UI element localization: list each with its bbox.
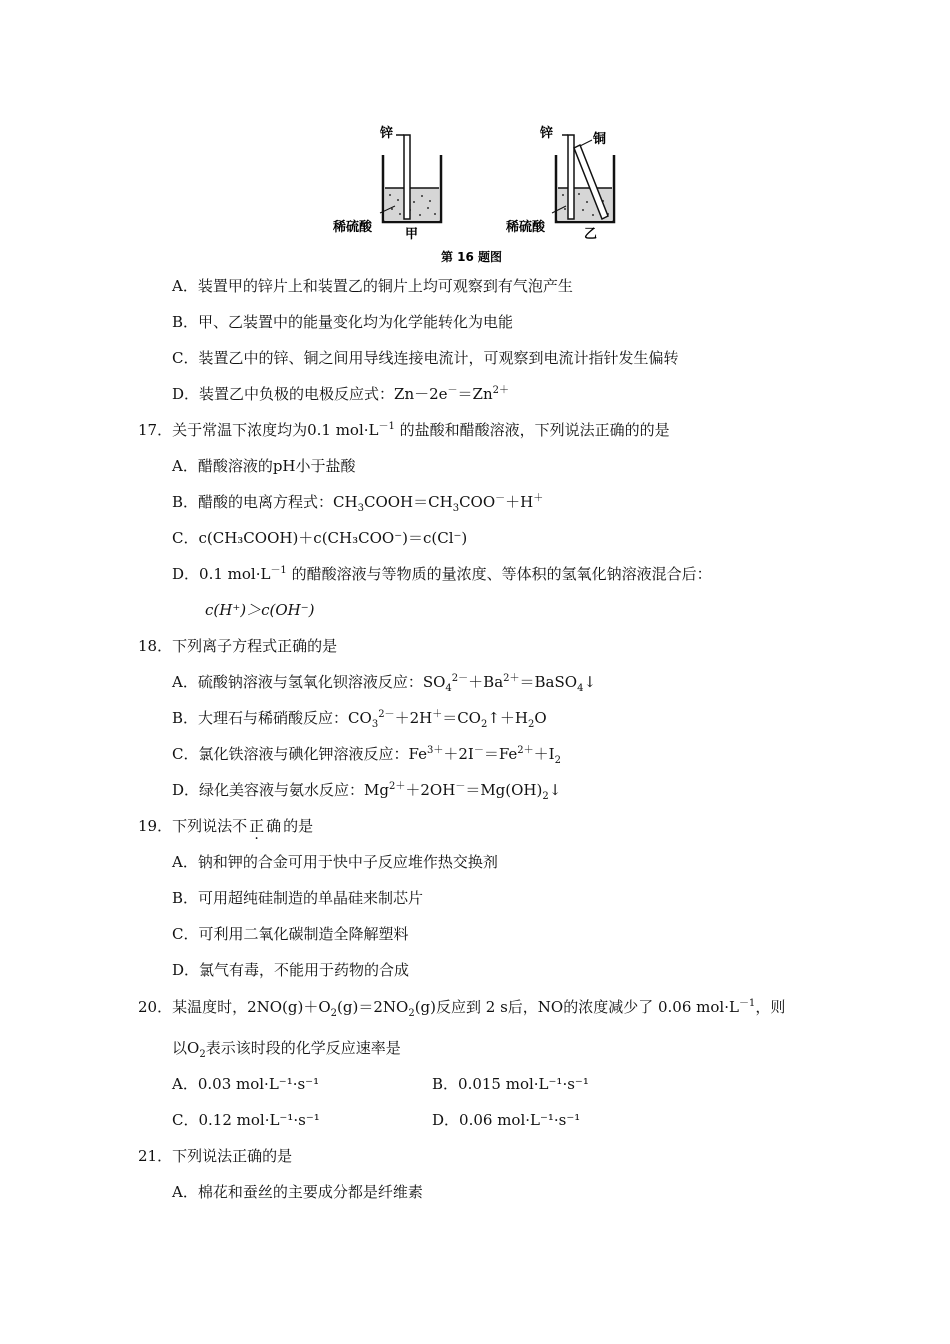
sup: ＋ — [533, 493, 544, 504]
q19-stem — [138, 816, 313, 836]
sub: 2 — [554, 755, 561, 766]
sub: 2 — [330, 1008, 338, 1019]
q19-option-d: D．氯气有毒，不能用于药物的合成 — [172, 961, 410, 979]
sup: 2＋ — [492, 385, 510, 396]
q17-b-b: COOH＝CH — [363, 493, 453, 511]
label-zinc-b: 锌 — [540, 126, 554, 141]
q18-c-c: ＝Fe — [483, 745, 518, 763]
sup: － — [473, 745, 484, 756]
q19-option-a: A．钠和钾的合金可用于快中子反应堆作热交换剂 — [172, 853, 498, 871]
q18-b-d: ↑＋H — [487, 709, 528, 727]
q18-d-b: ＋2OH — [405, 781, 456, 799]
q18-b-c: ＝CO — [442, 709, 481, 727]
sup: 2＋ — [389, 781, 406, 792]
q18-option-d — [172, 780, 561, 800]
q17-option-c: C．c(CH₃COOH)＋c(CH₃COO⁻)＝c(Cl⁻) — [172, 529, 468, 547]
q17-stem-a: 17．关于常温下浓度均为0.1 mol·L — [138, 421, 379, 439]
q19-option-b: B．可用超纯硅制造的单晶硅来制芯片 — [172, 889, 424, 907]
q18-d-a: D．绿化美容液与氨水反应：Mg — [172, 781, 389, 799]
q17-option-d — [172, 564, 712, 584]
q17-option-a: A．醋酸溶液的pH小于盐酸 — [172, 457, 356, 475]
q20-stem-d: ，则 — [755, 998, 786, 1016]
q17-stem — [138, 420, 670, 440]
sub: 3 — [371, 719, 379, 730]
sub: 4 — [445, 683, 452, 694]
sub: 2 — [528, 719, 535, 730]
q16-option-b: B．甲、乙装置中的能量变化均为化学能转化为电能 — [172, 313, 514, 331]
label-copper: 铜 — [593, 132, 607, 147]
q17-b-d: ＋H — [505, 493, 534, 511]
q18-b-b: ＋2H — [394, 709, 433, 727]
beaker-jia — [380, 135, 441, 222]
sub: 2 — [542, 791, 549, 802]
q20-stem-a: 20．某温度时，2NO(g)＋O — [138, 998, 331, 1016]
q19-option-c: C．可利用二氧化碳制造全降解塑料 — [172, 925, 409, 943]
q18-b-a: B．大理石与稀硝酸反应：CO — [172, 709, 372, 727]
q16-option-a: A．装置甲的锌片上和装置乙的铜片上均可观察到有气泡产生 — [172, 277, 573, 295]
q20-stem — [138, 997, 785, 1017]
q19-emphasis: 不正确 — [232, 817, 284, 835]
q20-stem-b: (g)＝2NO — [337, 998, 409, 1016]
q19-stem-a: 19．下列说法 — [138, 817, 233, 835]
q18-a-d: ↓ — [583, 673, 597, 691]
label-acid-a: 稀硫酸 — [333, 220, 373, 235]
figure-16 — [0, 110, 950, 270]
sup: －1 — [378, 421, 395, 432]
label-yi: 乙 — [584, 227, 598, 242]
sup: 2＋ — [517, 745, 534, 756]
sub: 3 — [452, 503, 460, 514]
q21-stem: 21．下列说法正确的是 — [138, 1147, 293, 1165]
q20-line2-a: 以O — [172, 1039, 200, 1057]
sup: 3＋ — [426, 745, 444, 756]
q18-option-b — [172, 708, 547, 728]
electrochem-cells-diagram — [0, 110, 950, 270]
q16-option-d — [172, 384, 509, 404]
q17-b-a: B．醋酸的电离方程式：CH — [172, 493, 358, 511]
q18-c-a: C．氯化铁溶液与碘化钾溶液反应：Fe — [172, 745, 427, 763]
figure-caption: 第 16 题图 — [441, 250, 503, 264]
q16-option-c: C．装置乙中的锌、铜之间用导线连接电流计，可观察到电流计指针发生偏转 — [172, 349, 679, 367]
q18-c-d: ＋I — [533, 745, 555, 763]
q20-options-row2 — [172, 1110, 812, 1130]
q20-stem-c: (g)反应到 2 s后，NO的浓度减少了 0.06 mol·L — [414, 998, 739, 1016]
q19-stem-b: 的是 — [283, 817, 314, 835]
q18-option-a — [172, 672, 596, 692]
beaker-yi — [552, 135, 614, 222]
q16-d-prefix: D．装置乙中负极的电极反应式：Zn－2e — [172, 385, 448, 403]
sup: －1 — [738, 998, 756, 1009]
q17-d-b: 的醋酸溶液与等物质的量浓度、等体积的氢氧化钠溶液混合后： — [286, 565, 712, 583]
q17-stem-b: 的盐酸和醋酸溶液，下列说法正确的的是 — [394, 421, 670, 439]
sup: － — [447, 385, 458, 396]
q17-d-a: D．0.1 mol·L — [172, 565, 271, 583]
q18-c-b: ＋2I — [443, 745, 474, 763]
q17-b-c: COO — [459, 493, 496, 511]
q20-option-a: A．0.03 mol·L⁻¹·s⁻¹ — [172, 1075, 320, 1093]
sub: 3 — [357, 503, 364, 514]
q18-stem: 18．下列离子方程式正确的是 — [138, 637, 338, 655]
q16-d-mid: ＝Zn — [457, 385, 493, 403]
q18-a-a: A．硫酸钠溶液与氢氧化钡溶液反应：SO — [172, 673, 446, 691]
q20-option-b: B．0.015 mol·L⁻¹·s⁻¹ — [432, 1075, 589, 1093]
sup: 2－ — [451, 673, 469, 684]
sup: 2－ — [378, 709, 395, 720]
sub: 2 — [408, 1008, 415, 1019]
q20-line2-b: 表示该时段的化学反应速率是 — [205, 1039, 401, 1057]
label-acid-b: 稀硫酸 — [506, 220, 546, 235]
q17-option-d-line2: c(H⁺)＞c(OH⁻) — [205, 601, 315, 619]
sup: 2＋ — [503, 673, 520, 684]
q20-stem-line2 — [172, 1038, 401, 1058]
q18-option-c — [172, 744, 561, 764]
q18-a-c: ＝BaSO — [519, 673, 578, 691]
sub: 2 — [480, 719, 488, 730]
sup: － — [495, 493, 506, 504]
q18-d-c: ＝Mg(OH) — [465, 781, 543, 799]
label-jia: 甲 — [405, 227, 419, 242]
sup: －1 — [270, 565, 287, 576]
sup: ＋ — [432, 709, 443, 720]
label-zinc-a: 锌 — [380, 126, 394, 141]
q21-option-a: A．棉花和蚕丝的主要成分都是纤维素 — [172, 1183, 423, 1201]
sub: 2 — [199, 1049, 206, 1060]
q18-d-d: ↓ — [548, 781, 562, 799]
q20-options-row1 — [172, 1074, 812, 1094]
q20-option-d: D．0.06 mol·L⁻¹·s⁻¹ — [432, 1111, 581, 1129]
q20-option-c: C．0.12 mol·L⁻¹·s⁻¹ — [172, 1111, 320, 1129]
q18-a-b: ＋Ba — [468, 673, 504, 691]
q18-b-e: O — [534, 709, 547, 727]
q17-option-b — [172, 492, 543, 512]
sup: － — [455, 781, 466, 792]
sub: 4 — [577, 683, 584, 694]
